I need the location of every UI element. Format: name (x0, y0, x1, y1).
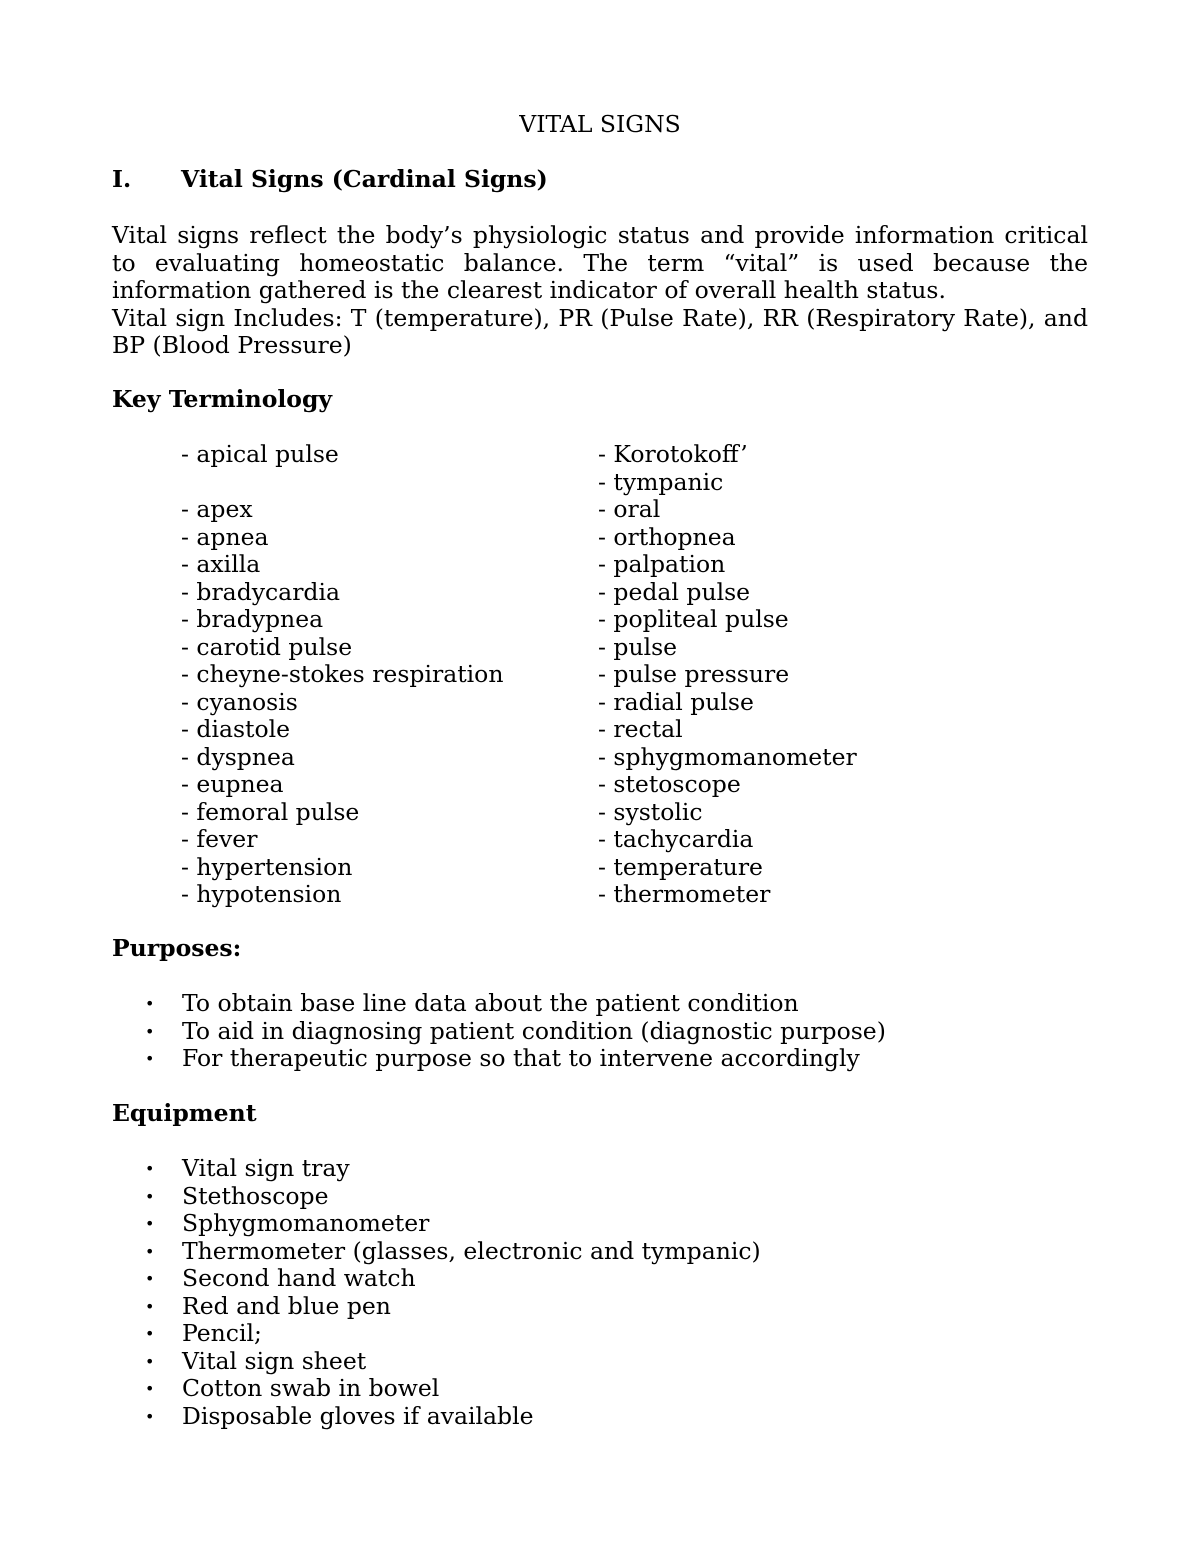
equipment-item (112, 1183, 761, 1211)
term-left-10: - diastole (181, 715, 291, 743)
equipment-item (112, 1375, 761, 1403)
key-terminology-heading: Key Terminology (112, 385, 333, 413)
term-right-16: - thermometer (598, 880, 771, 908)
terms-left-column (181, 441, 503, 909)
bullet-icon: • (145, 1186, 155, 1206)
equipment-item-text: Vital sign sheet (182, 1346, 367, 1375)
term-left-8: - cheyne-stokes respiration (181, 660, 504, 688)
section-title: Vital Signs (Cardinal Signs) (181, 165, 548, 193)
bullet-icon: • (145, 1351, 155, 1371)
equipment-item-text: Disposable gloves if available (182, 1401, 534, 1430)
equipment-item (112, 1155, 761, 1183)
equipment-item-text: Thermometer (glasses, electronic and tympanic) (182, 1236, 761, 1265)
term-left-13: - femoral pulse (181, 797, 360, 826)
equipment-item (112, 1238, 761, 1266)
term-right-15: - temperature (598, 852, 763, 881)
purposes-list (112, 990, 886, 1073)
bullet-icon: • (145, 1241, 155, 1261)
bullet-icon: • (145, 1214, 155, 1233)
page-title: VITAL SIGNS (519, 110, 681, 138)
equipment-item-text: Pencil; (182, 1319, 262, 1347)
term-right-7: - pulse (598, 632, 678, 661)
term-left-14: - fever (181, 825, 258, 853)
equipment-item (112, 1348, 761, 1376)
term-left-1 (181, 469, 503, 497)
purpose-item-text: To aid in diagnosing patient condition (diagnostic purpose) (182, 1016, 886, 1045)
term-left-15: - hypertension (181, 852, 353, 881)
terms-right-column (598, 441, 857, 909)
equipment-item-text: Vital sign tray (182, 1154, 350, 1182)
term-left-12: - eupnea (181, 770, 284, 798)
term-right-1: - tympanic (598, 467, 724, 496)
equipment-list (112, 1155, 761, 1430)
term-left-2: - apex (181, 495, 253, 523)
term-right-0: - Korotokoff’ (598, 440, 748, 468)
purpose-item-text: For therapeutic purpose so that to intervene accordingly (182, 1044, 860, 1072)
equipment-item (112, 1293, 761, 1321)
equipment-item-text: Cotton swab in bowel (182, 1374, 440, 1402)
term-right-12: - stetoscope (598, 770, 741, 798)
term-right-9: - radial pulse (598, 687, 754, 716)
term-right-14: - tachycardia (598, 825, 754, 853)
section-heading (112, 166, 548, 194)
bullet-icon: • (145, 1379, 155, 1398)
equipment-item (112, 1210, 761, 1238)
term-left-11: - dyspnea (181, 742, 295, 771)
bullet-icon: • (145, 1324, 155, 1343)
term-left-4: - axilla (181, 550, 261, 578)
purpose-item (112, 1045, 886, 1073)
equipment-item (112, 1265, 761, 1293)
purpose-item-text: To obtain base line data about the patient condition (182, 989, 799, 1017)
bullet-icon: • (145, 1049, 155, 1068)
term-right-6: - popliteal pulse (598, 605, 789, 633)
intro-paragraph: Vital signs reflect the body’s physiologic status and provide information critical to evaluating homeostatic balance. The term “vital” is used because the information gathered is the clearest indicator of overall health status. (112, 221, 1088, 304)
term-right-13: - systolic (598, 797, 703, 826)
equipment-item-text: Sphygmomanometer (182, 1209, 430, 1237)
term-right-5: - pedal pulse (598, 577, 751, 606)
purpose-item (112, 990, 886, 1018)
term-right-2: - oral (598, 495, 661, 523)
term-right-8: - pulse pressure (598, 660, 790, 688)
term-right-10: - rectal (598, 715, 683, 743)
section-number: I. (112, 165, 132, 193)
bullet-icon: • (145, 1406, 155, 1426)
intro-includes: Vital sign Includes: T (temperature), PR (Pulse Rate), RR (Respiratory Rate), and BP (Blood Pressure) (112, 303, 1088, 359)
term-right-4: - palpation (598, 550, 726, 578)
term-left-0: - apical pulse (181, 440, 339, 468)
bullet-icon: • (145, 1159, 155, 1178)
bullet-icon: • (145, 1296, 155, 1316)
purposes-heading: Purposes: (112, 934, 242, 962)
bullet-icon: • (145, 1021, 155, 1041)
bullet-icon: • (145, 1269, 155, 1288)
equipment-item-text: Red and blue pen (182, 1291, 391, 1320)
term-left-6: - bradypnea (181, 605, 324, 633)
term-left-9: - cyanosis (181, 687, 298, 716)
equipment-heading: Equipment (112, 1099, 257, 1127)
term-left-7: - carotid pulse (181, 632, 353, 661)
equipment-item-text: Second hand watch (182, 1264, 416, 1292)
term-right-3: - orthopnea (598, 522, 736, 551)
term-left-5: - bradycardia (181, 577, 340, 606)
equipment-item-text: Stethoscope (182, 1181, 329, 1210)
bullet-icon: • (145, 994, 155, 1013)
equipment-item (112, 1403, 761, 1431)
term-left-3: - apnea (181, 522, 269, 551)
equipment-item (112, 1320, 761, 1348)
purpose-item (112, 1018, 886, 1046)
term-left-16: - hypotension (181, 880, 342, 908)
term-right-11: - sphygmomanometer (598, 742, 857, 771)
intro-text (112, 222, 1088, 360)
